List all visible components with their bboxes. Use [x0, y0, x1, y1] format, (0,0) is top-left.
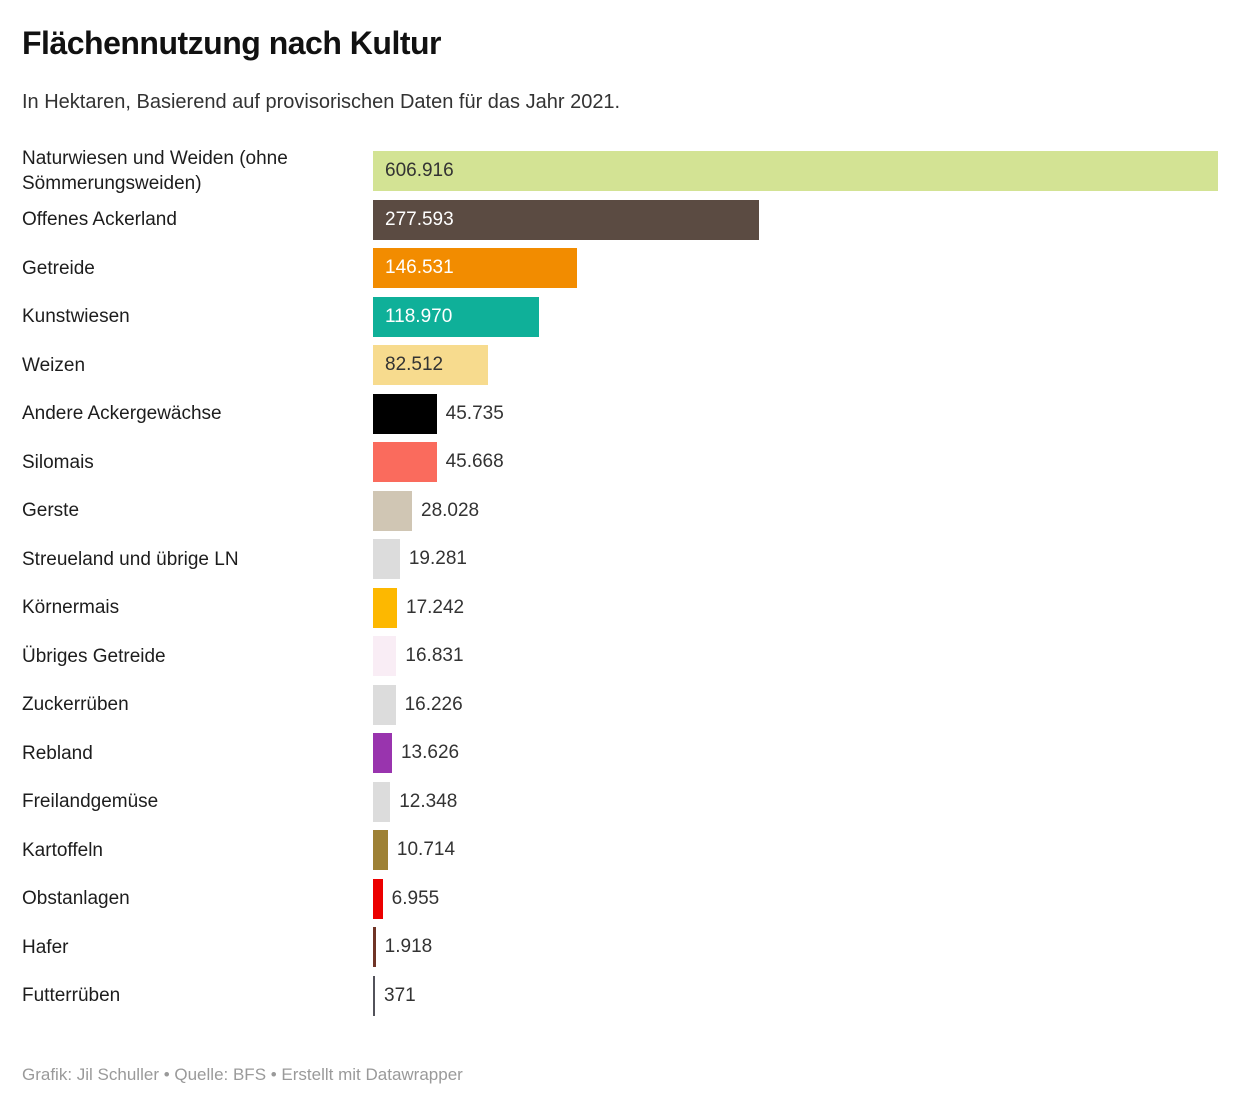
category-label: Kunstwiesen	[22, 306, 130, 328]
category-label: Kartoffeln	[22, 839, 103, 861]
bar-row	[22, 147, 1218, 196]
bar-chart	[22, 147, 1218, 1020]
bar-area	[373, 976, 1218, 1016]
value-label: 13.626	[400, 742, 460, 764]
category-label: Körnermais	[22, 597, 120, 619]
bar-area	[373, 588, 1218, 628]
bar-area	[373, 539, 1218, 579]
bar-area	[373, 491, 1218, 531]
bar-area	[373, 248, 1218, 288]
bar	[373, 733, 392, 773]
value-label: 16.226	[404, 693, 463, 715]
category-label: Futterrüben	[22, 985, 121, 1007]
bar-area	[373, 782, 1218, 822]
value-label: 45.668	[445, 451, 504, 473]
category-label: Übriges Getreide	[22, 645, 166, 667]
chart-title: Flächennutzung nach Kultur	[22, 25, 441, 61]
value-label: 6.955	[391, 887, 440, 909]
value-label: 17.242	[406, 596, 465, 618]
value-label: 16.831	[405, 645, 464, 667]
category-label: Hafer	[22, 936, 69, 958]
value-label: 19.281	[408, 548, 467, 570]
bar-row	[22, 293, 1218, 342]
value-label: 45.735	[445, 402, 504, 424]
value-label: 146.531	[385, 257, 454, 279]
category-label: Rebland	[22, 742, 93, 764]
bar-row	[22, 584, 1218, 633]
bar-area	[373, 927, 1218, 967]
bar-row	[22, 244, 1218, 293]
bar	[373, 685, 396, 725]
category-label: Offenes Ackerland	[22, 209, 177, 231]
category-label: Getreide	[22, 257, 95, 279]
bar-row	[22, 341, 1218, 390]
category-label: Freilandgemüse	[22, 791, 159, 813]
bar-area	[373, 200, 1218, 240]
bar	[373, 539, 400, 579]
bar-area	[373, 297, 1218, 337]
value-label: 118.970	[385, 305, 453, 327]
bar-area	[373, 830, 1218, 870]
category-label: Weizen	[22, 354, 86, 376]
bar-row	[22, 875, 1218, 924]
bar	[373, 976, 375, 1016]
value-label: 606.916	[385, 160, 454, 182]
bar-area	[373, 685, 1218, 725]
category-label: Andere Ackergewächse	[22, 403, 222, 425]
bar	[373, 830, 388, 870]
bar-row	[22, 826, 1218, 875]
chart-subtitle: In Hektaren, Basierend auf provisorischen Daten für das Jahr 2021.	[22, 91, 621, 113]
bar	[373, 442, 437, 482]
bar-row	[22, 972, 1218, 1021]
value-label: 12.348	[399, 790, 458, 812]
value-label: 28.028	[421, 499, 480, 521]
value-label: 371	[384, 984, 416, 1006]
bar	[373, 782, 390, 822]
bar	[373, 927, 376, 967]
bar-row	[22, 438, 1218, 487]
bar-row	[22, 632, 1218, 681]
bar	[373, 879, 383, 919]
category-label: Silomais	[22, 451, 94, 473]
chart-byline: Grafik: Jil Schuller • Quelle: BFS • Erstellt mit Datawrapper	[22, 1065, 463, 1084]
value-label: 10.714	[396, 839, 456, 861]
category-label: Streueland und übrige LN	[22, 548, 239, 570]
bar-row	[22, 923, 1218, 972]
category-label: Zuckerrüben	[22, 694, 129, 716]
bar-area	[373, 879, 1218, 919]
category-label: Obstanlagen	[22, 888, 130, 910]
bar-area	[373, 151, 1218, 191]
category-label: Gerste	[22, 500, 80, 522]
bar-row	[22, 535, 1218, 584]
value-label: 82.512	[385, 354, 444, 376]
bar	[373, 636, 396, 676]
category-label: Naturwiesen und Weiden (ohne Sömmerungsweiden)	[22, 148, 288, 195]
bar-area	[373, 442, 1218, 482]
bar-row	[22, 729, 1218, 778]
bar-row	[22, 390, 1218, 439]
bar-area	[373, 345, 1218, 385]
bar-row	[22, 681, 1218, 730]
bar-row	[22, 196, 1218, 245]
value-label: 1.918	[384, 936, 433, 958]
bar-row	[22, 487, 1218, 536]
bar	[373, 151, 1218, 191]
bar-area	[373, 733, 1218, 773]
bar-area	[373, 394, 1218, 434]
bar	[373, 394, 437, 434]
bar-area	[373, 636, 1218, 676]
value-label: 277.593	[385, 208, 454, 230]
bar	[373, 491, 412, 531]
bar	[373, 588, 397, 628]
bar-row	[22, 778, 1218, 827]
